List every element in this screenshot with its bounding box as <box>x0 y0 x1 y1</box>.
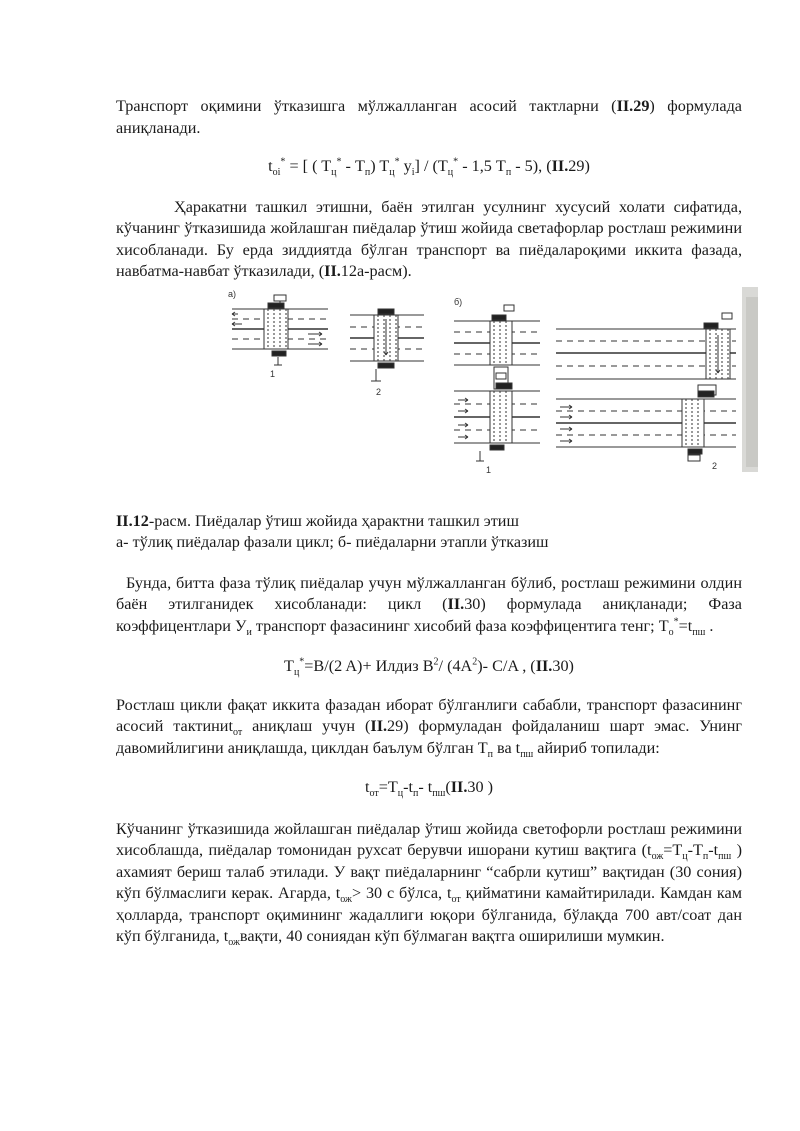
paragraph-traffic-organization: Ҳаракатни ташкил этишни, баён этилган усулнинг хусусий холати сифатида, кўчанинг ўтказишида жойлашган пиёдалар ўтиш жойида светафорлар ростлаш режимини хисобланади. Бу ерда зиддиятда бўлган транспорт ва пиёдалароқими иккита фазада, навбатма-навбат ўтказилади, (II.12а-расм). <box>116 197 742 280</box>
formula-29: $t_{oi}^*$ = [ ( $T_ц^* - T_п$) $T_ц^*$ $y_i] / (T_ц^* - 1,5$ $T_п - 5$), (II.29) <box>268 156 590 179</box>
figure-number-b2: 2 <box>712 460 718 471</box>
figure-number-b1: 1 <box>486 464 492 475</box>
figure-caption: II.12-расм. Пиёдалар ўтиш жойида ҳарактни ташкил этиш а- тўлиқ пиёдалар фазали цикл; б- пиёдаларни этапли ўтказиш <box>116 511 549 551</box>
formula-30-alt: $t_{от}=T_ц-t_п-$ $t_{пш}(II.30$ ) <box>364 778 494 800</box>
crossing-diagram <box>228 287 758 487</box>
paragraph-intro: Транспорт оқимини ўтказишга мўлжалланган асосий тактларни (II.29) формулада аниқланади. <box>116 97 742 137</box>
paragraph-waiting-time: Кўчанинг ўтказишида жойлашган пиёдалар ўтиш жойида светофорли ростлаш режимини хисоблашда, пиёдалар томонидан рухсат берувчи ишорани кутиш вақтига ($t_{ож}=T_ц-T_п-t_{пш}$ ) ахамият бериш талаб этилади. У вақт пиёдаларнинг “сабрли кутиш” вақтидан (30 сония) кўп бўлмаслиги керак. Агарда, $t_{ож}> 30$ с бўлса, $t_{от}$ қийматини камайтирилади. Камдан кам ҳолларда, транспорт оқимининг жадаллиги юқори бўлганида, бўлақда 700 авт/соат дан кўп бўлганида, $t_{ож}вақти$, 40 сониядан кўп бўлмаган вақтга оширилиши мумкин. <box>116 819 743 949</box>
paragraph-two-phase-cycle: Ростлаш цикли фақат иккита фазадан иборат бўлганлиги сабабли, транспорт фазасининг асосий тактиниt$_{от}$ аниқлаш учун (II.29) формуладан фойдаланиш шарт эмас. Унинг давомийлигини аниқлашда, циклдан баълум бўлган $T_п$ ва $t_{пш}$ айириб топилади: <box>116 695 743 760</box>
formula-30: $T_ц^*=B/(2$ A)+ Илдиз $B^2/$ $(4A^2)-$ C/A , (II.30) <box>284 656 574 679</box>
document-page <box>116 96 742 948</box>
figure-number-a2: 2 <box>376 386 382 397</box>
figure-label-b: б) <box>454 296 463 307</box>
formula-reference: II.29 <box>616 97 650 115</box>
paragraph-single-phase: Бунда, битта фаза тўлиқ пиёдалар учун мўлжалланган бўлиб, ростлаш режимини олдин баён этилганидек хисобланади: цикл (II.30) формулада аниқланади; Фаза коэффицентлари $У_и$ транспорт фазасининг хисобий фаза коэффицентига тенг; $T_о^*=t_{пш}$ . <box>116 573 742 638</box>
figure-label-a: а) <box>228 288 237 299</box>
figure-number-a1: 1 <box>270 368 276 379</box>
figure-pedestrian-crossing <box>228 287 758 487</box>
